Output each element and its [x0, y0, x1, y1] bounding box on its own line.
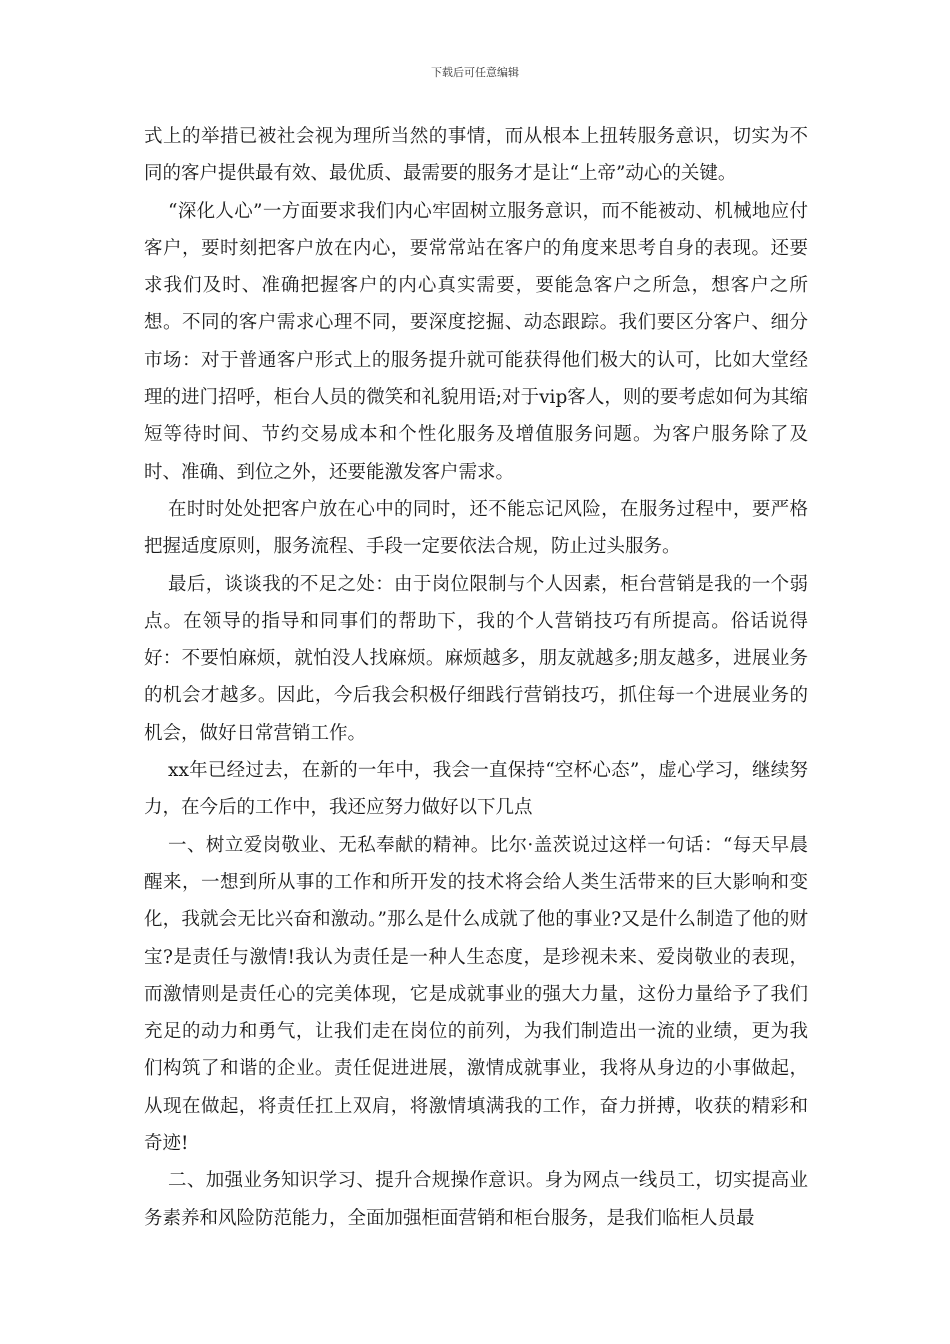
- page-header: 下载后可任意编辑: [431, 66, 519, 79]
- paragraph: xx年已经过去，在新的一年中，我会一直保持“空杯心态”，虚心学习，继续努力，在今后的工作中，我还应努力做好以下几点: [144, 760, 808, 819]
- document-body: [144, 118, 808, 1237]
- paragraph: 式上的举措已被社会视为理所当然的事情，而从根本上扭转服务意识，切实为不同的客户提供最有效、最优质、最需要的服务才是让“上帝”动心的关键。: [144, 126, 808, 185]
- paragraph: 最后，谈谈我的不足之处：由于岗位限制与个人因素，柜台营销是我的一个弱点。在领导的指导和同事们的帮助下，我的个人营销技巧有所提高。俗话说得好：不要怕麻烦，就怕没人找麻烦。麻烦越多，朋友就越多;朋友越多，进展业务的机会才越多。因此，今后我会积极仔细践行营销技巧，抓住每一个进展业务的机会，做好日常营销工作。: [144, 573, 808, 744]
- paragraph: 一、树立爱岗敬业、无私奉献的精神。比尔·盖茨说过这样一句话：“每天早晨醒来，一想到所从事的工作和所开发的技术将会给人类生活带来的巨大影响和变化，我就会无比兴奋和激动。”那么是什么成就了他的事业?又是什么制造了他的财宝?是责任与激情!我认为责任是一种人生态度，是珍视未来、爱岗敬业的表现，而激情则是责任心的完美体现，它是成就事业的强大力量，这份力量给予了我们充足的动力和勇气，让我们走在岗位的前列，为我们制造出一流的业绩，更为我们构筑了和谐的企业。责任促进进展，激情成就事业，我将从身边的小事做起，从现在做起，将责任扛上双肩，将激情填满我的工作，奋力拼搏，收获的精彩和奇迹!: [144, 834, 808, 1155]
- paragraph: 在时时处处把客户放在心中的同时，还不能忘记风险，在服务过程中，要严格把握适度原则，服务流程、手段一定要依法合规，防止过头服务。: [144, 498, 808, 558]
- paragraph: 二、加强业务知识学习、提升合规操作意识。身为网点一线员工，切实提高业务素养和风险防范能力，全面加强柜面营销和柜台服务，是我们临柜人员最: [144, 1170, 808, 1229]
- paragraph: “深化人心”一方面要求我们内心牢固树立服务意识，而不能被动、机械地应付客户，要时刻把客户放在内心，要常常站在客户的角度来思考自身的表现。还要求我们及时、准确把握客户的内心真实需要，要能急客户之所急，想客户之所想。不同的客户需求心理不同，要深度挖掘、动态跟踪。我们要区分客户、细分市场：对于普通客户形式上的服务提升就可能获得他们极大的认可，比如大堂经理的进门招呼，柜台人员的微笑和礼貌用语;对于vip客人，则的要考虑如何为其缩短等待时间、节约交易成本和个性化服务及增值服务问题。为客户服务除了及时、准确、到位之外，还要能激发客户需求。: [144, 200, 808, 483]
